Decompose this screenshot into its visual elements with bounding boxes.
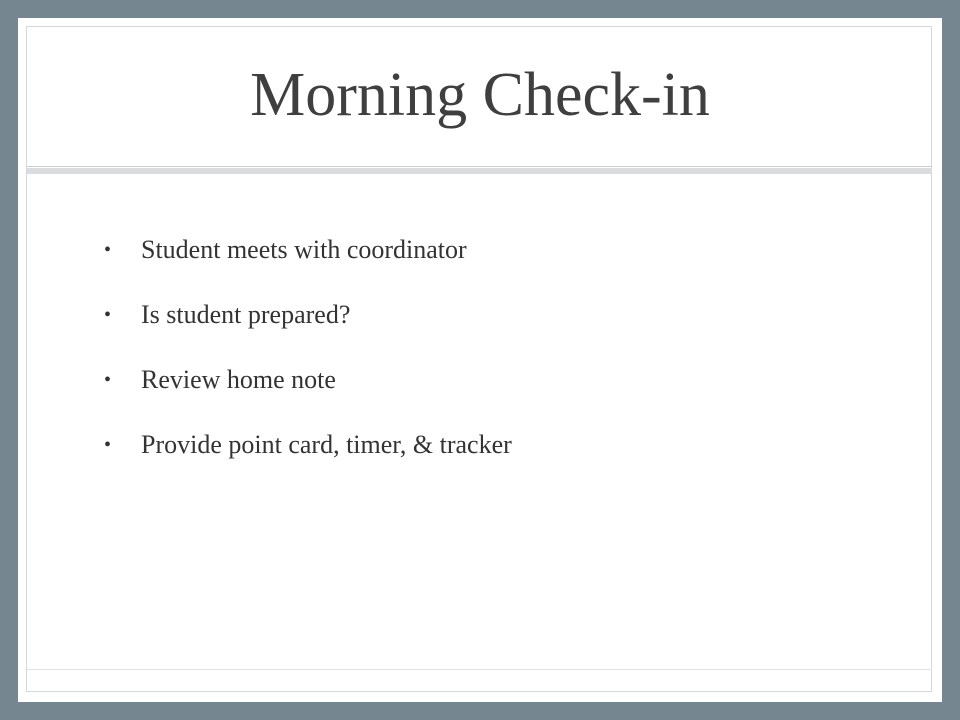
bullet-text: Provide point card, timer, & tracker: [141, 430, 512, 459]
bullet-dot-icon: •: [104, 434, 112, 456]
list-item: [104, 428, 512, 493]
bullet-list: [104, 233, 512, 493]
footer-divider: [27, 669, 932, 670]
bullet-dot-icon: •: [104, 369, 112, 391]
list-item: [104, 298, 512, 363]
slide-title: Morning Check-in: [250, 61, 710, 129]
bullet-dot-icon: •: [104, 239, 112, 261]
bullet-text: Student meets with coordinator: [141, 235, 467, 264]
bullet-text: Review home note: [141, 365, 336, 394]
bullet-dot-icon: •: [104, 304, 112, 326]
list-item: [104, 363, 512, 428]
bullet-text: Is student prepared?: [141, 300, 351, 329]
title-divider-line: [27, 166, 932, 167]
list-item: [104, 233, 512, 298]
slide: [18, 18, 942, 702]
title-divider-band: [27, 168, 932, 174]
